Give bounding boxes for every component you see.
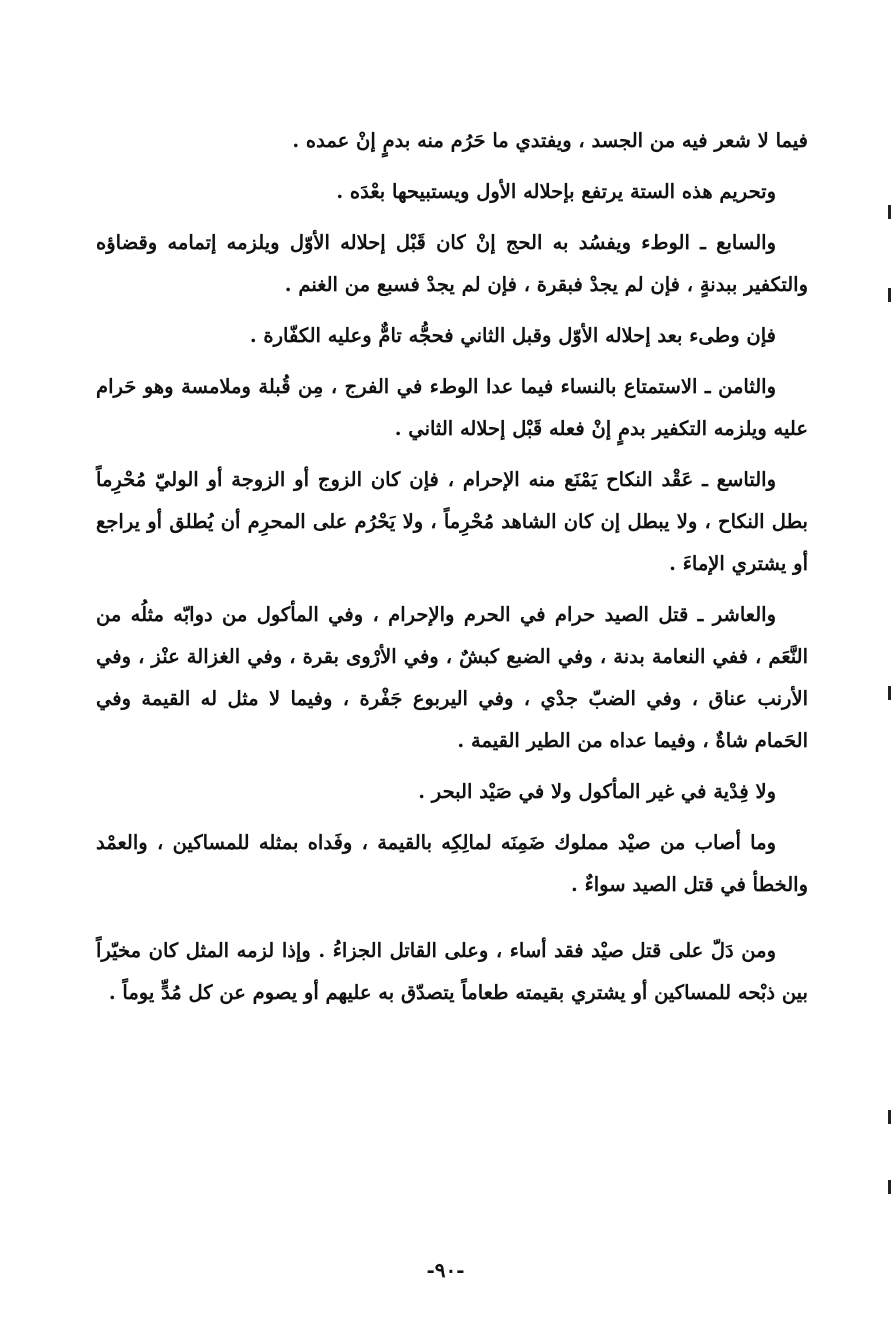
paragraph-6: والتاسع ـ عَقْد النكاح يَمْنَع منه الإحرام ، فإن كان الزوج أو الزوجة أو الوليّ مُحْرِماً بطل النكاح ، ولا يبطل إن كان الشاهد مُحْرِماً ، ولا يَحْرُم على المحرِم أن يُطلق أو يراجع أو يشتري الإماءَ . — [96, 468, 808, 575]
paragraph-1: فيما لا شعر فيه من الجسد ، ويفتدي ما حَرُم منه بدمٍ إنْ عمده . — [292, 129, 808, 152]
paragraph-3: والسابع ـ الوطء ويفسُد به الحج إنْ كان قَبْل إحلاله الأوّل ويلزمه إتمامه وقضاؤه والتكفير ببدنةٍ ، فإن لم يجدْ فبقرة ، فإن لم يجدْ فسبع من الغنم . — [96, 231, 808, 296]
paragraph-5: والثامن ـ الاستمتاع بالنساء فيما عدا الوطء في الفرج ، مِن قُبلة وملامسة وهو حَرام عليه ويلزمه التكفير بدمٍ إنْ فعله قَبْل إحلاله الثاني . — [96, 375, 808, 440]
paragraph-9: وما أصاب من صيْد مملوك ضَمِنَه لمالِكِه بالقيمة ، وفَداه بمثله للمساكين ، والعمْد والخطأ في قتل الصيد سواءٌ . — [96, 831, 808, 896]
body-text — [96, 120, 808, 1023]
paragraph-7: والعاشر ـ قتل الصيد حرام في الحرم والإحرام ، وفي المأكول من دوابّه مثلُه من النَّعَم ، ففي النعامة بدنة ، وفي الضبع كبشٌ ، وفي الأرْوى بقرة ، وفي الغزالة عنْز ، وفي الأرنب عناق ، وفي الضبّ جدْي ، وفي اليربوع جَفْرة ، وفيما لا مثل له القيمة وفي الحَمام شاةٌ ، وفيما عداه من الطير القيمة . — [96, 603, 808, 752]
paragraph-2: وتحريم هذه الستة يرتفع بإحلاله الأول ويستبيحها بعْدَه . — [336, 180, 776, 203]
paragraph-4: فإن وطىء بعد إحلاله الأوّل وقبل الثاني فحجُّه تامٌّ وعليه الكفّارة . — [249, 324, 776, 347]
paragraph-10: ومن دَلّ على قتل صيْد فقد أساء ، وعلى القاتل الجزاءُ . وإذا لزمه المثل كان مخيّراً بين ذبْحه للمساكين أو يشتري بقيمته طعاماً يتصدّق به عليهم أو يصوم عن كل مُدٍّ يوماً . — [96, 939, 808, 1004]
page-number: -٩٠- — [426, 1258, 465, 1282]
paragraph-8: ولا فِدْية في غير المأكول ولا في صَيْد البحر . — [418, 780, 776, 803]
